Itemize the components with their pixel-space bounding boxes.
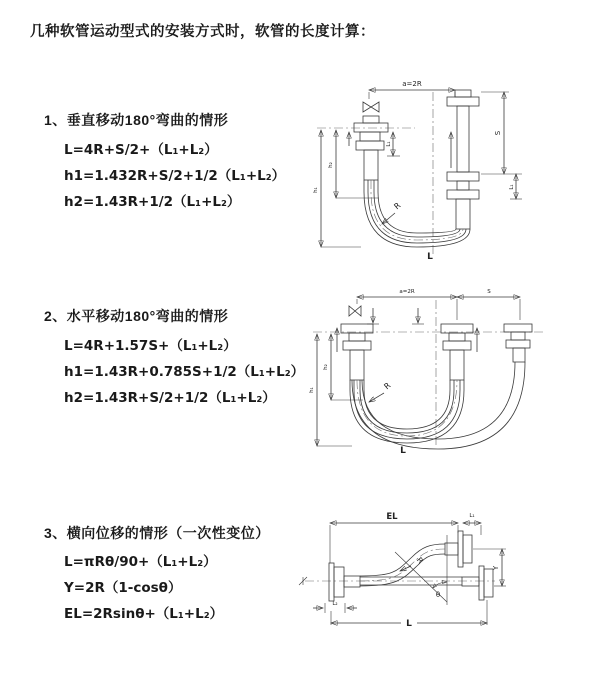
dim-a2r-label: a=2R xyxy=(399,289,415,295)
dim-l1-right xyxy=(509,174,522,199)
diagram-horizontal-180-bend xyxy=(303,278,600,455)
dim-h1 xyxy=(313,130,361,247)
length-label: L xyxy=(406,619,412,629)
dim-h1-label: h₁ xyxy=(309,387,315,393)
dim-l1-label: L₁ xyxy=(469,513,475,519)
diagram-lateral-displacement xyxy=(295,505,600,647)
formula-h1: h1=1.432R+S/2+1/2（L₁+L₂） xyxy=(64,168,286,184)
dim-l xyxy=(331,600,487,629)
left-flange xyxy=(329,563,360,601)
dim-l1-left-label: L₁ xyxy=(386,141,392,147)
radius-callout xyxy=(369,381,393,402)
dim-l2 xyxy=(313,601,357,613)
section-2 xyxy=(44,306,305,406)
formula-EL: EL=2Rsinθ+（L₁+L₂） xyxy=(64,606,224,622)
valve-icon xyxy=(349,306,361,316)
formula-h2: h2=1.43R+S/2+1/2（L₁+L₂） xyxy=(64,390,276,406)
dim-l1 xyxy=(463,513,481,535)
length-label: L xyxy=(400,446,406,455)
hose-s-curve xyxy=(360,544,445,586)
braided-hose-section xyxy=(450,350,464,380)
section-2-heading: 2、水平移动180°弯曲的情形 xyxy=(44,308,229,324)
angle-theta-label: θ xyxy=(435,591,441,599)
dim-h1 xyxy=(309,334,352,446)
dim-s-label: S xyxy=(487,289,491,295)
right-upper-flange xyxy=(445,531,472,567)
formula-L: L=πRθ/90+（L₁+L₂） xyxy=(64,554,217,570)
braided-hose-section xyxy=(456,199,470,229)
section-1-heading: 1、垂直移动180°弯曲的情形 xyxy=(44,112,229,128)
braided-hose-section xyxy=(364,150,378,180)
right-lower-flange xyxy=(462,566,493,600)
dim-y-label: Y xyxy=(492,565,500,571)
section-3-heading: 3、横向位移的情形（一次性变位） xyxy=(44,525,270,541)
dim-s-label: S xyxy=(494,130,502,136)
dim-l1-left xyxy=(386,132,400,156)
formula-h2: h2=1.43R+1/2（L₁+L₂） xyxy=(64,194,241,210)
dim-a2r xyxy=(369,80,455,99)
dim-l2-label: L₂ xyxy=(332,601,338,607)
dim-s xyxy=(481,92,522,174)
page-title: 几种软管运动型式的安装方式时，软管的长度计算： xyxy=(30,24,375,40)
dim-y xyxy=(473,549,506,586)
hose-u-bend-displaced xyxy=(352,362,525,449)
braided-hose-section xyxy=(350,350,364,380)
middle-fitting xyxy=(441,324,477,380)
dim-el xyxy=(330,512,458,563)
formula-L: L=4R+1.57S+（L₁+L₂） xyxy=(64,338,237,354)
right-fitting xyxy=(447,90,479,229)
radius-label: R xyxy=(392,200,403,212)
dim-a2r-label: a=2R xyxy=(402,80,422,88)
diagram-vertical-180-bend xyxy=(303,70,593,262)
length-label: L xyxy=(427,252,433,262)
right-fitting xyxy=(504,324,532,362)
dim-h2 xyxy=(328,130,379,198)
dim-l1-right-label: L₁ xyxy=(509,184,515,190)
left-fitting xyxy=(337,324,373,380)
formula-Y: Y=2R（1-cosθ） xyxy=(64,580,182,596)
section-1 xyxy=(44,110,286,210)
section-3 xyxy=(44,523,270,622)
hose-u-bend xyxy=(350,380,464,443)
radius-label: R xyxy=(414,555,426,566)
radius-label: R xyxy=(382,380,393,392)
valve-icon xyxy=(363,102,379,112)
dim-a2r xyxy=(357,289,457,320)
dim-h2-label: h₂ xyxy=(323,364,329,370)
formula-h1: h1=1.43R+0.785S+1/2（L₁+L₂） xyxy=(64,364,305,380)
radius-callout xyxy=(382,201,403,224)
dim-h1-label: h₁ xyxy=(313,187,319,193)
left-fitting xyxy=(349,116,388,180)
fitting-length-marks xyxy=(367,308,424,324)
dim-s xyxy=(457,289,520,320)
dim-h2-label: h₂ xyxy=(328,162,334,168)
dim-el-label: EL xyxy=(386,512,398,522)
formula-L: L=4R+S/2+（L₁+L₂） xyxy=(64,142,218,158)
